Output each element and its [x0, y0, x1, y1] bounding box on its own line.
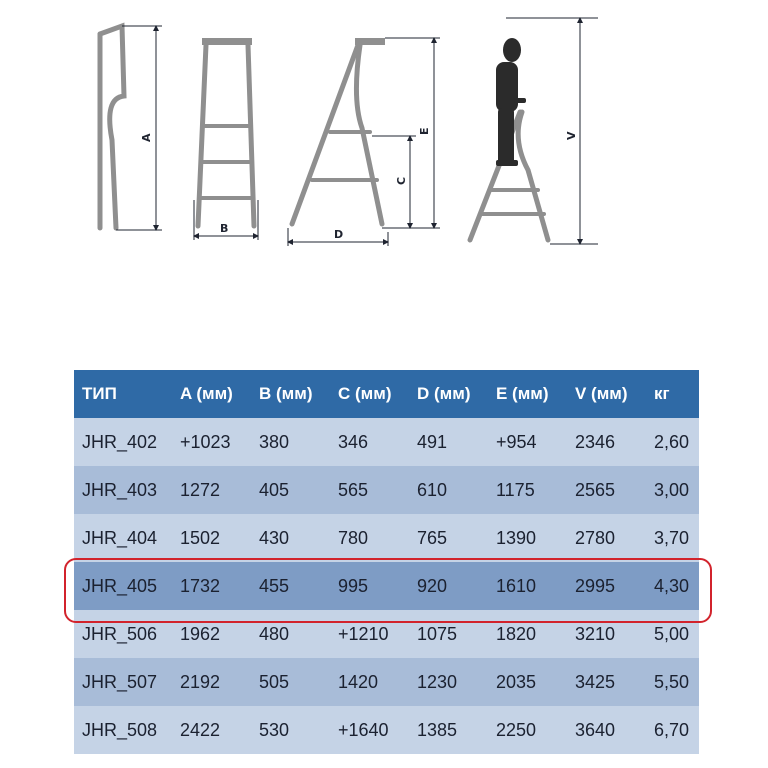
diagram-svg [0, 0, 768, 260]
table-cell: 1385 [409, 706, 488, 754]
col-header-a: A (мм) [172, 370, 251, 418]
col-header-v: V (мм) [567, 370, 646, 418]
col-header-kg: кг [646, 370, 699, 418]
col-header-e: E (мм) [488, 370, 567, 418]
table-cell: 380 [251, 418, 330, 466]
table-cell: 346 [330, 418, 409, 466]
table-cell: 4,30 [646, 562, 699, 610]
table-cell: JHR_508 [74, 706, 172, 754]
table-cell: JHR_404 [74, 514, 172, 562]
table-cell: 405 [251, 466, 330, 514]
table-row [74, 610, 699, 658]
label-e: E [418, 127, 431, 135]
table-cell: 530 [251, 706, 330, 754]
front-view-b [198, 38, 254, 226]
spec-table-body [74, 418, 699, 754]
table-cell: 1075 [409, 610, 488, 658]
table-cell: 780 [330, 514, 409, 562]
table-cell: 480 [251, 610, 330, 658]
table-cell: 430 [251, 514, 330, 562]
table-row [74, 706, 699, 754]
table-cell: JHR_405 [74, 562, 172, 610]
table-cell: 3,00 [646, 466, 699, 514]
table-cell: +1640 [330, 706, 409, 754]
table-cell: 610 [409, 466, 488, 514]
side-view-cde [292, 38, 385, 224]
table-cell: 2192 [172, 658, 251, 706]
table-cell: 1962 [172, 610, 251, 658]
table-cell: 1230 [409, 658, 488, 706]
table-cell: 3,70 [646, 514, 699, 562]
table-cell: 3640 [567, 706, 646, 754]
table-cell: +954 [488, 418, 567, 466]
table-row [74, 658, 699, 706]
col-header-d: D (мм) [409, 370, 488, 418]
table-row-highlighted [74, 562, 699, 610]
table-cell: JHR_507 [74, 658, 172, 706]
table-cell: +1210 [330, 610, 409, 658]
label-d: D [334, 228, 344, 241]
header-row [74, 370, 699, 418]
side-view-a [100, 26, 124, 228]
table-cell: 2250 [488, 706, 567, 754]
ladder-dimension-diagram [0, 0, 768, 260]
table-cell: 2035 [488, 658, 567, 706]
table-cell: 2,60 [646, 418, 699, 466]
table-cell: 3210 [567, 610, 646, 658]
table-cell: 2995 [567, 562, 646, 610]
table-cell: 5,00 [646, 610, 699, 658]
table-cell: 1820 [488, 610, 567, 658]
table-cell: 2780 [567, 514, 646, 562]
table-cell: 455 [251, 562, 330, 610]
table-cell: 1732 [172, 562, 251, 610]
table-cell: 6,70 [646, 706, 699, 754]
table-cell: 505 [251, 658, 330, 706]
table-row [74, 418, 699, 466]
table-cell: 765 [409, 514, 488, 562]
table-cell: 491 [409, 418, 488, 466]
table-cell: 2565 [567, 466, 646, 514]
table-cell: 3425 [567, 658, 646, 706]
table-cell: 1390 [488, 514, 567, 562]
table-cell: JHR_402 [74, 418, 172, 466]
table-cell: 2422 [172, 706, 251, 754]
table-cell: 1272 [172, 466, 251, 514]
label-c: C [395, 176, 408, 185]
col-header-b: B (мм) [251, 370, 330, 418]
col-header-type: ТИП [74, 370, 172, 418]
table-cell: +1023 [172, 418, 251, 466]
label-b: B [220, 222, 229, 235]
spec-table [74, 370, 699, 754]
table-cell: 5,50 [646, 658, 699, 706]
table-cell: 995 [330, 562, 409, 610]
table-row [74, 466, 699, 514]
col-header-c: C (мм) [330, 370, 409, 418]
table-cell: JHR_506 [74, 610, 172, 658]
table-row [74, 514, 699, 562]
label-v: V [565, 131, 578, 140]
table-cell: JHR_403 [74, 466, 172, 514]
table-cell: 920 [409, 562, 488, 610]
table-cell: 2346 [567, 418, 646, 466]
table-cell: 1610 [488, 562, 567, 610]
spec-table-header [74, 370, 699, 418]
table-cell: 1175 [488, 466, 567, 514]
table-cell: 565 [330, 466, 409, 514]
table-cell: 1420 [330, 658, 409, 706]
person-view-v [470, 38, 548, 240]
table-cell: 1502 [172, 514, 251, 562]
label-a: A [140, 133, 153, 142]
